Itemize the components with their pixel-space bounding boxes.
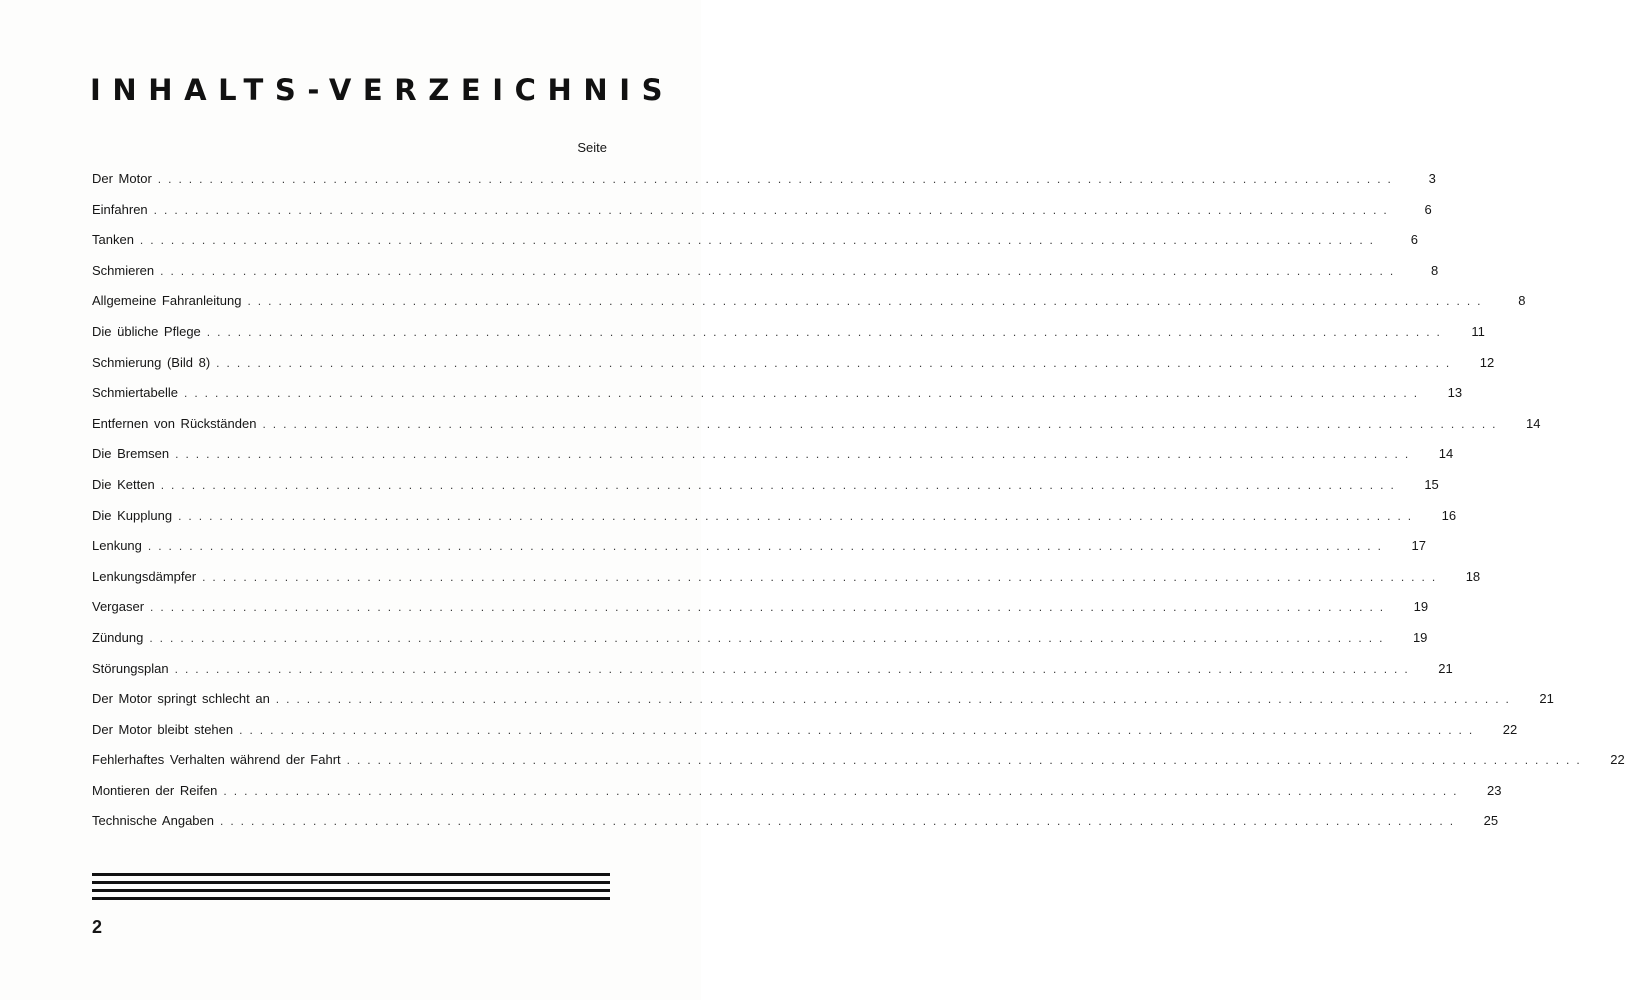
dot-leader: ........................................................................................................................ [157,172,1398,186]
toc-entry [92,201,1432,232]
toc-entry [92,354,1495,385]
toc-entry-page: 16 [1441,507,1457,523]
toc-entry [92,568,1481,599]
toc-entry-page: 8 [1518,293,1526,309]
toc-entry-title: Einfahren [92,201,148,217]
toc-entry-page: 22 [1502,721,1518,737]
dot-leader: ........................................................................................................................ [346,753,1587,768]
toc-entry [92,690,1554,721]
dot-leader: ........................................................................................................................ [160,263,1401,278]
toc-entry [92,476,1439,507]
dot-leader: ........................................................................................................................ [150,600,1391,615]
toc-entry [92,782,1502,813]
toc-entry-page: 3 [1428,171,1436,186]
toc-entry-page: 8 [1430,262,1439,278]
toc-entry-title: Tanken [92,232,134,248]
toc-entry [92,598,1429,629]
toc-entry [92,231,1418,262]
toc-entry-title: Die Bremsen [92,446,170,462]
dot-leader: ........................................................................................................................ [174,661,1415,676]
toc-entry [92,751,1625,782]
toc-entry-page: 13 [1447,385,1463,401]
footer-rule-line [92,897,610,900]
toc-entry-title: Lenkung [92,538,142,554]
dot-leader: ........................................................................................................................ [275,692,1516,707]
toc-entry [92,507,1457,538]
footer-rules [92,872,610,900]
toc-entry-page: 23 [1487,782,1502,798]
toc-entry-title: Fehlerhaftes Verhalten während der Fahrt [92,752,341,768]
toc-entry-page: 14 [1438,446,1454,462]
footer-rule-line [92,873,610,876]
toc-entry-title: Zündung [92,629,144,645]
toc-entry [92,537,1426,568]
toc-entry-title: Schmiertabelle [92,385,178,401]
toc-entry [92,660,1453,691]
dot-leader: ........................................................................................................................ [175,447,1416,462]
dot-leader: ........................................................................................................................ [178,508,1419,523]
toc-entry [92,292,1526,323]
toc-entry-title: Der Motor springt schlecht an [92,691,270,707]
toc-entry-title: Technische Angaben [92,813,214,829]
toc-entry-page: 11 [1471,323,1485,339]
page-column-label: Seite [577,140,607,155]
dot-leader: ........................................................................................................................ [153,202,1394,217]
toc-entry [92,323,1485,354]
toc-entry-page: 21 [1438,660,1453,676]
toc-entry-title: Schmierung (Bild 8) [92,354,211,370]
dot-leader: ........................................................................................................................ [147,539,1388,554]
toc-entry-page: 19 [1413,599,1429,615]
toc-entry [92,384,1463,415]
toc-entry-title: Lenkungsdämpfer [92,568,197,584]
dot-leader: ........................................................................................................................ [202,569,1443,584]
toc-entry-title: Der Motor [92,171,152,186]
footer-rule-line [92,889,610,892]
toc-entry-page: 6 [1410,232,1418,248]
toc-entry-page: 6 [1424,201,1432,217]
toc-entry-page: 12 [1479,354,1495,370]
page-title: INHALTS-VERZEICHNIS [90,73,675,107]
dot-leader: ........................................................................................................................ [139,233,1380,248]
toc-entry [92,170,1436,201]
dot-leader: ........................................................................................................................ [206,324,1447,339]
toc-entry [92,812,1499,843]
toc-entry-title: Störungsplan [92,660,169,676]
toc-entry [92,721,1518,752]
page-number: 2 [92,917,103,937]
dot-leader: ........................................................................................................................ [219,814,1461,829]
dot-leader: ........................................................................................................................ [216,355,1457,370]
toc-entry-title: Der Motor bleibt stehen [92,721,234,737]
toc-entry-title: Die übliche Pflege [92,323,201,339]
toc-entry-page: 19 [1412,629,1428,645]
toc-entry-page: 21 [1539,691,1554,707]
dot-leader: ........................................................................................................................ [262,416,1503,431]
toc-entry [92,445,1454,476]
toc-entry-page: 15 [1424,476,1439,492]
toc-entry-page: 25 [1483,813,1499,829]
toc-entry-title: Allgemeine Fahranleitung [92,293,242,309]
dot-leader: ........................................................................................................................ [160,477,1401,492]
dot-leader: ........................................................................................................................ [223,783,1464,798]
dot-leader: ........................................................................................................................ [247,294,1488,309]
toc-entry-title: Vergaser [92,599,145,615]
toc-entry-page: 18 [1465,568,1481,584]
toc-entry-title: Entfernen von Rückständen [92,415,257,431]
toc-entry [92,415,1541,446]
dot-leader: ........................................................................................................................ [184,386,1425,401]
dot-leader: ........................................................................................................................ [239,722,1480,737]
toc-entry-title: Montieren der Reifen [92,782,218,798]
dot-leader: ........................................................................................................................ [149,630,1390,645]
footer-rule-line [92,881,610,884]
toc-entry-page: 14 [1526,415,1541,431]
toc-entry [92,262,1439,293]
toc-entry-title: Schmieren [92,262,155,278]
table-of-contents [92,170,1625,843]
toc-entry-title: Die Kupplung [92,507,173,523]
toc-entry [92,629,1428,660]
toc-entry-page: 22 [1610,752,1625,768]
toc-entry-page: 17 [1411,538,1426,554]
toc-entry-title: Die Ketten [92,476,155,492]
